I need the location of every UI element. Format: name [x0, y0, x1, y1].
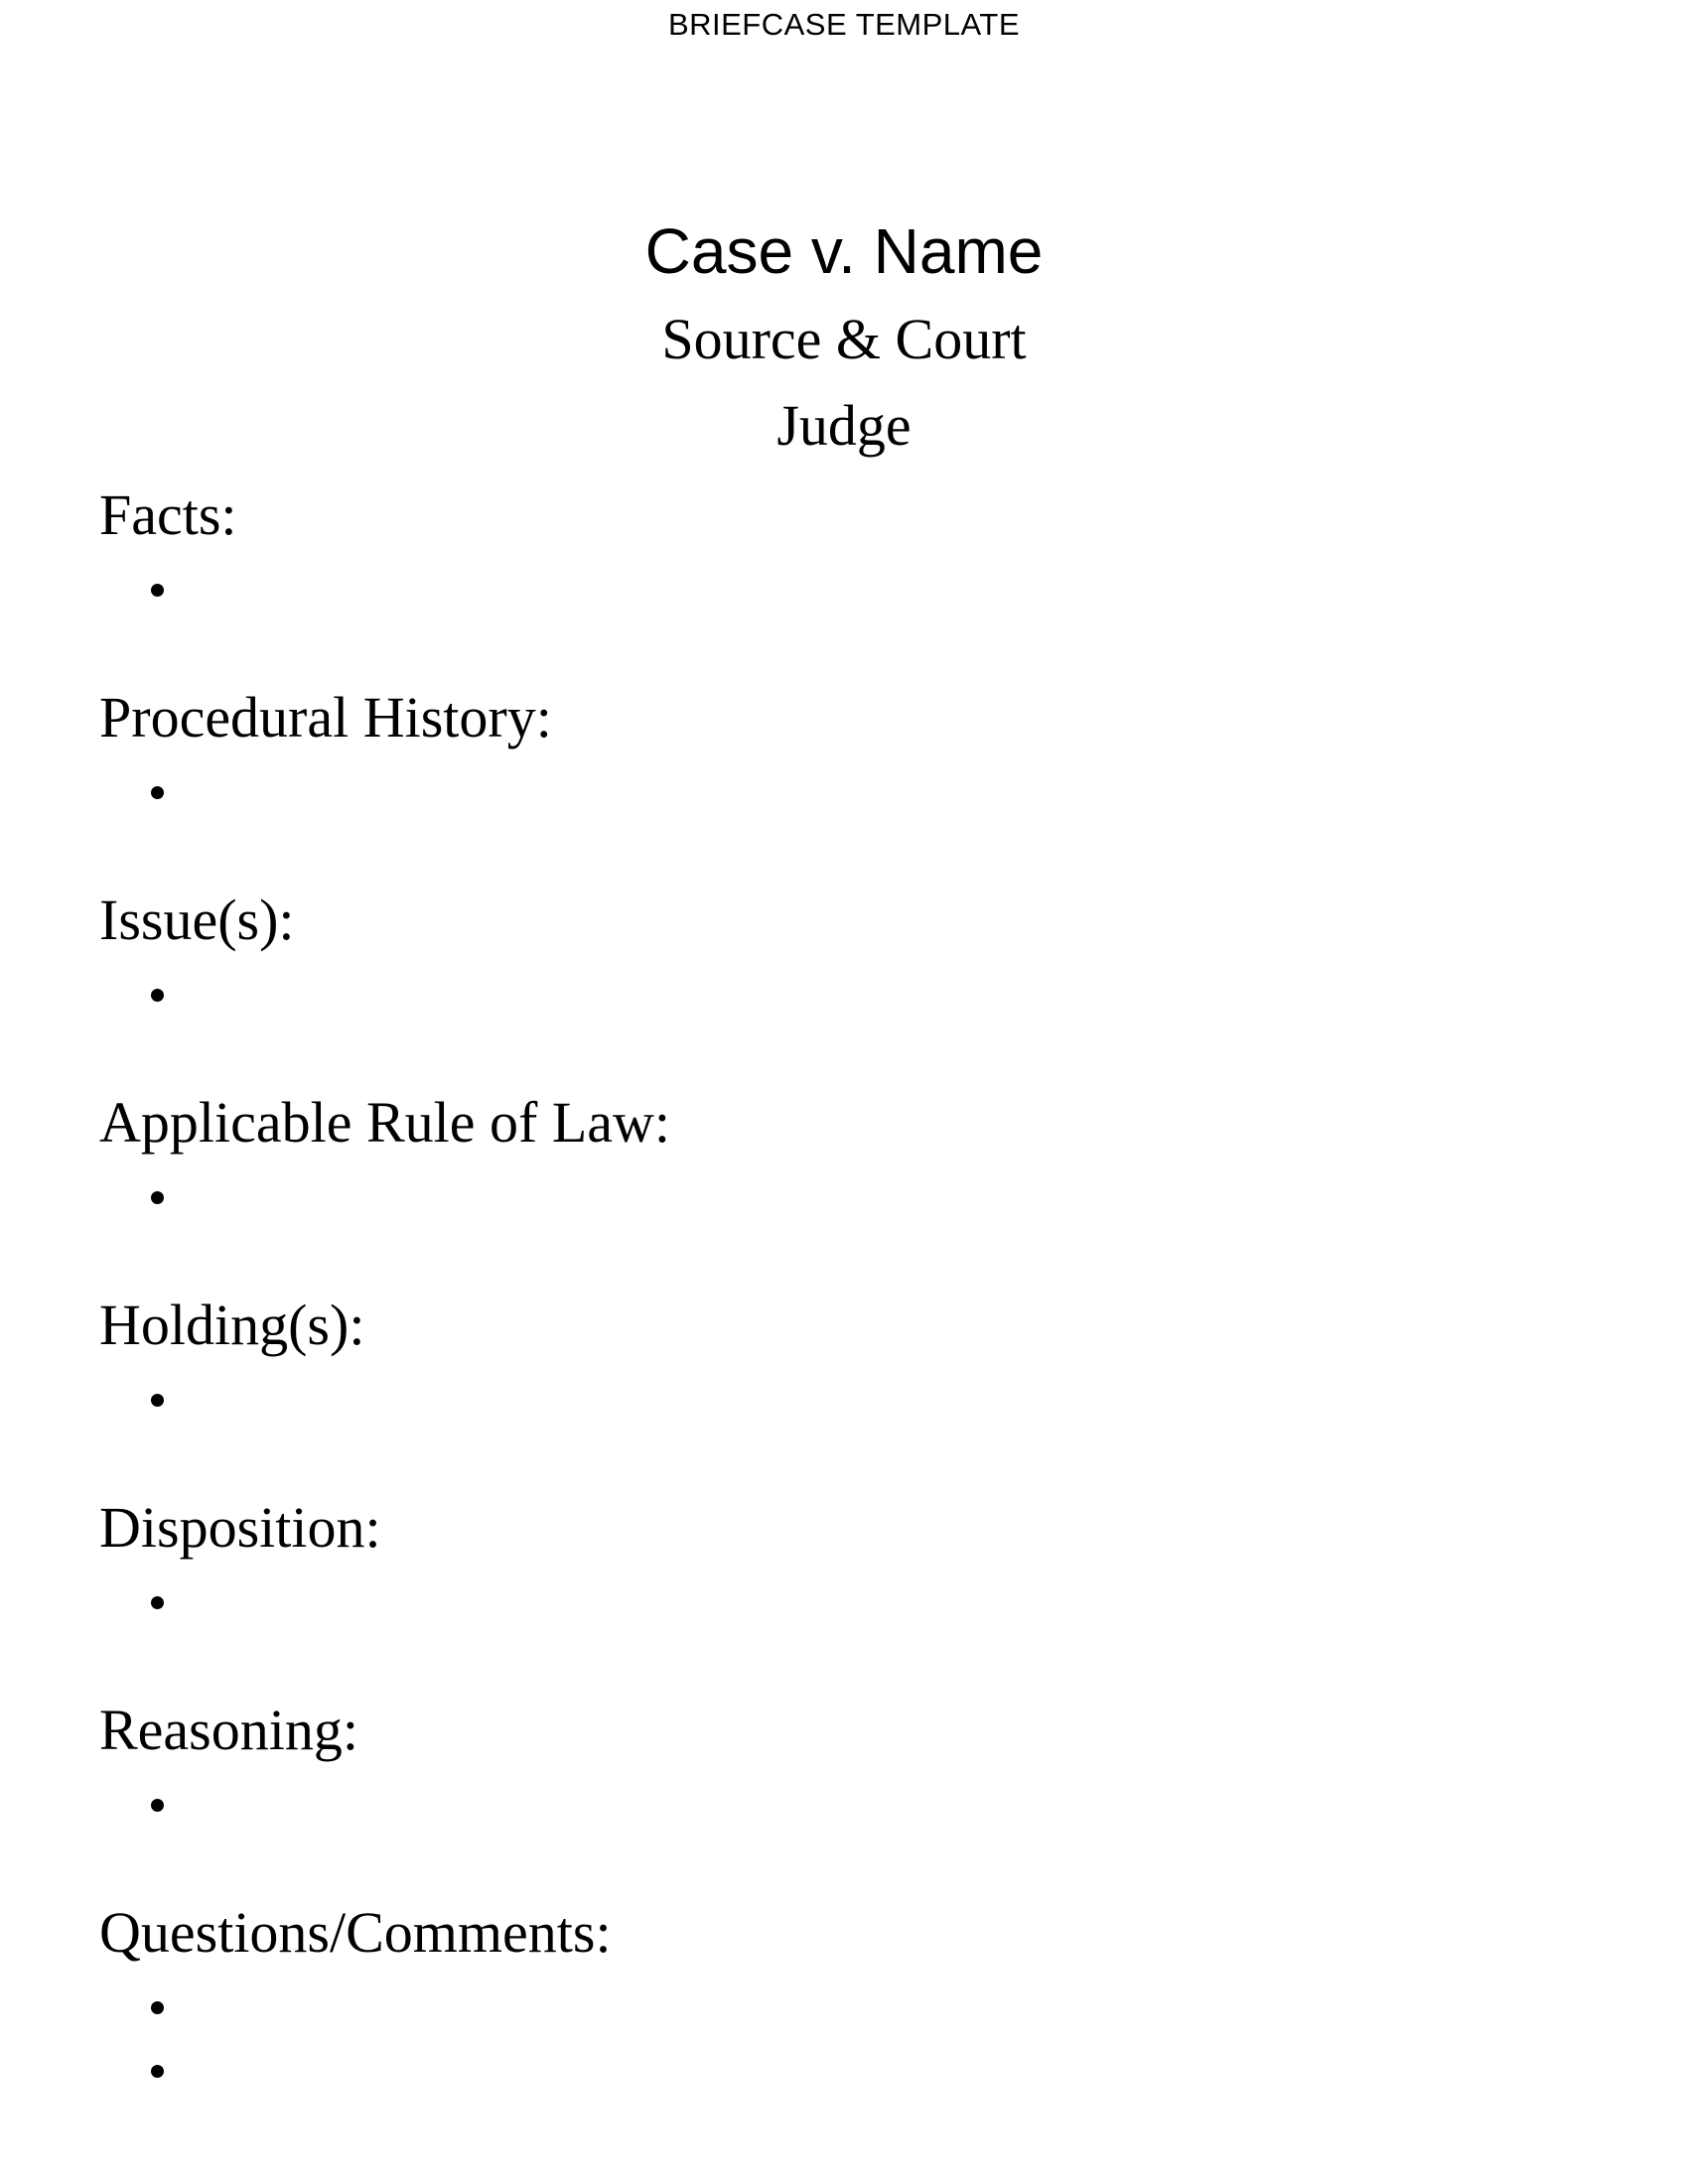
section-holdings [99, 1282, 1589, 1484]
bullet-item[interactable] [99, 559, 1589, 622]
bullet-item[interactable] [99, 1369, 1589, 1433]
bullet-icon [151, 584, 164, 597]
section-heading: Applicable Rule of Law: [99, 1090, 670, 1155]
bullet-item[interactable] [99, 964, 1589, 1027]
bullet-list [99, 1166, 1589, 1230]
bullet-icon [151, 786, 164, 799]
bullet-item[interactable] [99, 1571, 1589, 1635]
case-title[interactable]: Case v. Name [644, 215, 1044, 287]
bullet-icon [151, 1191, 164, 1204]
bullet-item[interactable] [99, 1166, 1589, 1230]
page-header: BRIEFCASE TEMPLATE [667, 7, 1021, 42]
bullet-list [99, 1774, 1589, 1838]
section-heading: Holding(s): [99, 1293, 365, 1357]
section-applicable-rule-of-law [99, 1079, 1589, 1282]
section-heading: Procedural History: [99, 685, 552, 750]
section-heading: Reasoning: [99, 1698, 358, 1762]
bullet-icon [151, 989, 164, 1002]
bullet-list [99, 1369, 1589, 1433]
title-block [0, 206, 1688, 469]
bullet-item[interactable] [99, 1774, 1589, 1838]
bullet-icon [151, 1394, 164, 1407]
bullet-list [99, 1977, 1589, 2104]
brief-sections [99, 472, 1589, 2092]
judge[interactable]: Judge [776, 393, 912, 458]
section-heading: Disposition: [99, 1495, 381, 1560]
section-heading: Questions/Comments: [99, 1900, 612, 1965]
section-facts [99, 472, 1589, 674]
section-disposition [99, 1484, 1589, 1687]
bullet-icon [151, 1596, 164, 1609]
bullet-item[interactable] [99, 2040, 1589, 2104]
section-heading: Facts: [99, 482, 237, 547]
bullet-icon [151, 2065, 164, 2078]
section-questions-comments [99, 1889, 1589, 2092]
bullet-list [99, 761, 1589, 825]
bullet-icon [151, 2001, 164, 2014]
section-procedural-history [99, 674, 1589, 877]
section-reasoning [99, 1687, 1589, 1889]
bullet-list [99, 964, 1589, 1027]
section-issues [99, 877, 1589, 1079]
section-heading: Issue(s): [99, 887, 295, 952]
bullet-item[interactable] [99, 761, 1589, 825]
bullet-item[interactable] [99, 1977, 1589, 2040]
source-court[interactable]: Source & Court [661, 307, 1027, 371]
bullet-list [99, 1571, 1589, 1635]
bullet-list [99, 559, 1589, 622]
bullet-icon [151, 1799, 164, 1812]
